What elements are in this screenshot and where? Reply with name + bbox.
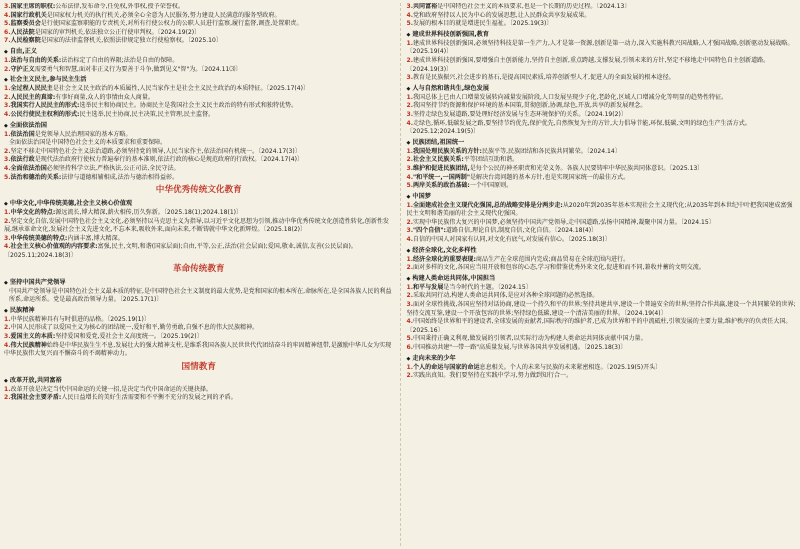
item-number: 1. [406, 39, 414, 47]
item-number: 3. [406, 164, 414, 172]
item-text: 是国家的法律监督机关,依照法律规定独立行使检察权。〔2025.10〕 [40, 37, 222, 45]
item-text: 走绿色,循环,低碳发展之路,要坚持节约优先,保护优先,自然恢复为主的方针,大力倡导节能,环保,低碳,文明的绿色生产生活方式。〔2025.12;2024.19(5)〕 [406, 119, 751, 136]
item-number: 5. [406, 335, 414, 343]
item-text: 实践出真知。我们要坚持在实践中学习,努力做到知行合一。 [413, 372, 573, 380]
item-keyword: 我国处理民族关系的方针: [413, 147, 482, 155]
item-text: 坚定不移走中国特色社会主义法治道路,必须坚持党的领导,人民当家作主,依法治国有机统一。〔2024.17(3)〕 [10, 147, 301, 155]
item-text: 是每个公民的神圣职责和光荣义务。各族人民要铸牢中华民族共同体意识。〔2025.13〕 [469, 164, 704, 172]
item-text: 人民日益增长的美好生活需要和不平衡不充分的发展之间的矛盾。 [61, 394, 237, 402]
item-keyword: 爱国主义的本质: [10, 333, 56, 341]
subsection-heading: ◆ 中国梦 [407, 192, 797, 202]
item-number: 2. [4, 93, 11, 101]
list-item [407, 264, 797, 273]
item-number: 2. [406, 218, 414, 226]
list-item [4, 12, 394, 21]
item-text: 中华民族精神具有与时俱进的品格。〔2025.19(1)〕 [10, 315, 150, 323]
item-text: 源远流长,博大精深,薪火相传,历久弥新。〔2025.18(1);2024.18(1)〕 [55, 209, 243, 217]
item-number: 2. [406, 372, 414, 380]
list-item [4, 243, 394, 260]
item-number: 1. [4, 385, 11, 393]
item-number: 5. [406, 182, 414, 190]
list-item [4, 174, 394, 183]
item-number: 1. [4, 315, 11, 323]
list-item [407, 301, 797, 318]
item-number: 2. [406, 292, 414, 300]
list-item [4, 66, 394, 75]
list-item [4, 37, 394, 46]
item-keyword: 社会主义核心价值观的内容要求: [10, 243, 98, 251]
section-title: 革命传统教育 [172, 263, 225, 274]
list-item [407, 335, 797, 344]
list-item [407, 236, 797, 245]
item-text: 中国秉持正确义利观,做发展的引领者,以实际行动为构建人类命运共同体贡献中国力量。 [413, 335, 647, 343]
item-number: 1. [4, 56, 11, 64]
item-text: 建成世界科技创新强国,必须坚持科技是第一生产力,人才是第一资源,创新是第一动力,深入实施科教兴国战略,人才强国战略,创新驱动发展战略。〔2025.19(4)〕 [406, 39, 794, 56]
item-text: 内涵丰富,博大精深。 [67, 234, 124, 242]
item-keyword: 法治和德治的关系: [10, 173, 62, 181]
list-item [4, 20, 394, 29]
list-item [4, 57, 394, 66]
item-text: 坚持爱国和爱党,爱社会主义高度统一。〔2025.19(2)〕 [55, 333, 203, 341]
subsection-heading: ◆ 坚持中国共产党领导 [4, 278, 394, 288]
item-number: 3. [4, 333, 11, 341]
item-number: 4. [406, 318, 414, 326]
item-text: 是行使国家监察职能的专责机关,对所有行使公权力的公职人员进行监察,履行监督,调查,处置职责。 [40, 20, 303, 28]
item-text: 坚持走绿色发展道路,要处理好经济发展与生态环境保护的关系。〔2024.19(2)〕 [413, 110, 627, 118]
list-item [407, 364, 797, 373]
subsection-heading: ◆ 经济全球化,文化多样性 [407, 246, 797, 256]
item-text: 始终是中华民族生生不息,发展壮大的强大精神支柱,是维系我国各族人民世世代代团结奋斗的牢固精神纽带,是激励中华儿女为实现中华民族伟大复兴而不懈奋斗的不竭精神动力。 [4, 341, 392, 358]
item-number: 1. [406, 147, 414, 155]
list-item [4, 102, 394, 111]
list-item [4, 394, 394, 403]
item-text: 从2020年到2035年基本实现社会主义现代化;从2035年到本世纪中叶把我国建成富强民主文明和谐美丽的社会主义现代化强国。 [406, 201, 793, 218]
item-number: 2. [406, 102, 414, 110]
item-number: 5. [4, 173, 11, 181]
item-number: 2. [4, 65, 11, 73]
list-item [4, 165, 394, 174]
subsection-heading: ◆ 构建人类命运共同体,中国担当 [407, 274, 797, 284]
item-keyword: 中华文化的特点: [10, 209, 56, 217]
item-number: 1. [406, 255, 414, 263]
item-keyword: 国家主席的职权: [10, 3, 56, 10]
item-text: 一个中国原则。 [469, 182, 513, 190]
list-item [407, 111, 797, 120]
item-number: 2. [4, 324, 11, 332]
subsection-heading: ◆ 自由,正义 [4, 47, 394, 57]
item-keyword: 依法治国 [10, 130, 35, 138]
item-text: 中国推动共建"一带一路"高质量发展,与世界各国共享发展机遇。〔2025.18(3)〕 [413, 344, 627, 351]
item-number: 1. [4, 130, 11, 138]
item-text: 道路自信,理论自信,制度自信,文化自信。〔2024.18(4)〕 [445, 227, 598, 235]
item-number: 4. [406, 236, 414, 244]
list-item [407, 227, 797, 236]
list-item [407, 20, 797, 29]
list-item [407, 344, 797, 353]
item-number: 1. [4, 209, 11, 217]
item-text: 是现代法治政府行使权力普遍奉行的基本准则,依法行政的核心是规范政府的行政权。〔2024.17(4)〕 [34, 156, 303, 164]
item-number: 3. [406, 74, 414, 82]
subsection-heading: ◆ 走向未来的少年 [407, 354, 797, 364]
item-number: 3. [406, 110, 414, 118]
list-item [4, 156, 394, 165]
item-text: 需要勇气和智慧,面对非正义行为要善于斗争,做到见义"智"为。〔2024.11⑶〕 [34, 65, 242, 73]
item-number: 1. [406, 363, 414, 371]
item-text: 平等团结互助和谐。 [463, 156, 519, 164]
item-text: 有事好商量,众人的事情由众人商量。 [55, 93, 154, 101]
item-number: 4. [4, 11, 11, 19]
item-number: 5. [4, 20, 11, 28]
item-keyword: 人民民主的真谛: [10, 93, 56, 101]
item-number: 3. [406, 301, 414, 309]
item-text: 是国家权力机关的执行机关,必须全心全意为人民服务,努力建设人民满意的服务型政府。 [46, 11, 281, 19]
item-text: 民主选举,民主协商,民主决策,民主管理,民主监督。 [79, 110, 215, 118]
list-item [4, 333, 394, 342]
item-keyword: 法治与自由的关系: [10, 56, 62, 64]
list-item [4, 131, 394, 140]
list-item [407, 74, 797, 83]
item-text: 是国家的审判机关,依法独立公正行使审判权。〔2024.19(2)〕 [34, 28, 201, 36]
subsection-heading: ◆ 中华文化,中华传统美德,社会主义核心价值观 [4, 199, 394, 209]
item-text: 民族平等,民族团结和各民族共同繁荣。〔2024.14〕 [481, 147, 621, 155]
item-text: 是中国特色社会主义的本质要求,也是一个长期的历史过程。〔2024.13〕 [437, 3, 631, 10]
item-text: 富强,民主,文明,和谐(国家层面);自由,平等,公正,法治(社会层面);爱国,敬业,诚信,友善(公民层面)。〔2025.11;2024.18(3)〕 [4, 243, 357, 260]
item-number: 3. [4, 3, 11, 10]
item-keyword: 监察委员会 [10, 20, 41, 28]
subsection-heading: ◆ 人与自然和谐共生,绿色发展 [407, 84, 797, 94]
subsection-heading: ◆ 社会主义民主,参与民主生活 [4, 75, 394, 85]
section-title: 中华优秀传统文化教育 [155, 185, 242, 196]
subsection-heading: ◆ 全面依法治国 [4, 121, 394, 131]
subsection-heading: ◆ 民族精神 [4, 306, 394, 316]
item-text: 选举民主和协商民主。协商民主是我国社会主义民主政治的特有形式和独特优势。 [79, 102, 298, 110]
item-text: 建成世界科技创新强国,要增强自主创新能力,坚持自主创新,重点跨越,支撑发展,引领未来的方针,坚定不移地走中国特色自主创新道路。〔2024.19(3)〕 [406, 56, 770, 73]
item-text: 我国坚持节约资源和保护环境的基本国策,贯彻创新,协调,绿色,开放,共享的新发展理念。 [413, 102, 647, 110]
list-item [407, 202, 797, 219]
list-item [407, 174, 797, 183]
item-number: 5. [406, 20, 414, 28]
list-item [4, 85, 394, 94]
list-item [4, 324, 394, 333]
item-text: 党和政府坚持以人民为中心的发展思想,让人民群众共享发展成果。 [413, 11, 591, 19]
list-item [407, 120, 797, 137]
item-keyword: "四个自信": [413, 227, 446, 235]
paragraph: 全面依法治国是中国特色社会主义的本质要求和重要保障。 [9, 139, 167, 147]
item-keyword: 全过程人民民主 [10, 85, 53, 93]
item-text: 商品生产在全球范围内完成;商品贸易在全球范围内进行。 [475, 255, 630, 263]
list-item [407, 165, 797, 174]
item-keyword: 伟大民族精神 [10, 341, 47, 349]
list-item [407, 12, 797, 21]
list-item [407, 3, 797, 12]
item-text: 中国始终是世界和平的建设者,全球发展的贡献者,国际秩序的维护者,已成为世界和平的中流砥柱,引领发展的主要力量,维护秩序的负责任大国。〔2025.16〕 [406, 318, 792, 334]
item-number: 7. [4, 37, 11, 45]
list-item [407, 372, 797, 381]
item-number: 6. [4, 28, 11, 36]
item-keyword: 经济全球化的重要表现: [413, 255, 476, 263]
item-keyword: "和平统一,一国两制" [413, 173, 470, 181]
list-item [4, 218, 394, 235]
item-keyword: 和平与发展 [413, 283, 444, 291]
item-number: 4. [4, 110, 11, 118]
item-keyword: 两岸关系的政治基础: [413, 182, 470, 190]
list-item [4, 111, 394, 120]
list-item [407, 182, 797, 191]
item-text: 息息相关。个人的未来与民族的未来紧密相连。〔2025.19(5)开头〕 [479, 363, 662, 371]
item-number: 3. [4, 156, 11, 164]
right-column [400, 3, 797, 546]
item-number: 1. [406, 201, 414, 209]
item-text: 面对全球性挑战,各国应坚持对话协商,建设一个持久和平的世界;坚持共建共享,建设一个普遍安全的世界;坚持合作共赢,建设一个共同繁荣的世界;坚持交流互鉴,建设一个开放包容的世界;坚持绿色低碳,建设一个清洁美丽的世界。〔2024.19(4)〕 [406, 301, 796, 317]
item-keyword: 个人的命运与国家的命运 [413, 363, 480, 371]
section-title: 国情教育 [181, 361, 216, 372]
item-number: 2. [406, 56, 414, 64]
list-item [4, 3, 394, 12]
item-text: 坚定文化自信,发展中国特色社会主义文化,必须坚持以马克思主义为指导,以习近平文化思想为引领,推动中华优秀传统文化创造性转化,创新性发展,继承革命文化,发展社会主义先进文化,不忘本来,吸收外来,面向未来,不断铸就中华文化新辉煌。〔2025.18(2)〕 [4, 217, 389, 234]
item-keyword: 公民行使民主权利的形式: [10, 110, 80, 118]
list-item [407, 102, 797, 111]
item-text: 我国总体上已由人口增量发展转向减量发展阶段,人口发展呈现少子化,老龄化,区域人口增减分化等明显的趋势性特征。 [413, 93, 728, 101]
item-keyword: 我国社会主要矛盾: [10, 394, 62, 402]
item-number: 4. [406, 173, 414, 181]
item-keyword: 国家行政机关 [10, 11, 47, 19]
item-keyword: 人民检察院 [10, 37, 41, 45]
item-number: 4. [406, 11, 414, 19]
item-keyword: 人民法院 [10, 28, 35, 36]
item-text: 是党领导人民治理国家的基本方略。 [34, 130, 132, 138]
item-keyword: 共同富裕 [413, 3, 438, 10]
item-text: 法律与道德相辅相成,法治与德治相得益彰。 [61, 173, 179, 181]
item-text: 教育是民族振兴,社会进步的基石,是提高国民素质,培养创新型人才,促进人的全面发展的根本途径。 [413, 74, 675, 82]
item-text: 是社会主义民主政治的本质属性,人民当家作主是社会主义民主政治的本质特征。〔2025.17(4)〕 [52, 85, 310, 93]
item-text: 是当今时代的主题。〔2024.15〕 [443, 283, 532, 291]
item-number: 1. [406, 283, 414, 291]
item-text: 是解决台湾问题的基本方针,也是实现国家统一的最佳方式。 [470, 173, 630, 181]
item-text: 法治标定了自由的界限;法治是自由的保障。 [61, 56, 179, 64]
item-number: 3. [4, 102, 11, 110]
paragraph: 中国共产党领导是中国特色社会主义最本质的特征,是中国特色社会主义制度的最大优势,是党和国家的根本所在,命脉所在,是全国各族人民的利益所系,命运所系。党是最高政治领导力量。〔2025.17(1)〕 [9, 287, 392, 304]
item-keyword: 中华传统美德的特点: [10, 234, 68, 242]
item-number: 4. [406, 119, 414, 127]
item-keyword: 全面建成社会主义现代化强国,总的战略安排是分两步走: [413, 201, 563, 209]
item-keyword: 社会主义民族关系: [413, 156, 464, 164]
list-item [407, 57, 797, 74]
item-text: 采取共同行动,构建人类命运共同体,是应对各种全球问题的必然选择。 [413, 292, 599, 300]
item-text: 公布法律,发布命令,任免权,外事权,授予荣誉权。 [55, 3, 184, 10]
item-number: 4. [4, 243, 11, 251]
item-number: 2. [4, 147, 11, 155]
item-number: 2. [406, 156, 414, 164]
item-number: 3. [4, 234, 11, 242]
item-number: 3. [406, 3, 414, 10]
item-text: 实现中华民族伟大复兴的中国梦,必须坚持中国共产党领导,走中国道路,弘扬中国精神,凝聚中国力量。〔2024.15〕 [413, 218, 715, 226]
list-item [407, 156, 797, 165]
item-number: 6. [406, 344, 414, 351]
item-text: 中国人民形成了以爱国主义为核心的团结统一,爱好和平,勤劳勇敢,自强不息的伟大民族精神。 [10, 324, 259, 332]
list-item [407, 292, 797, 301]
item-keyword: 守护正义 [10, 65, 35, 73]
item-keyword: 维护和促进民族团结, [413, 164, 470, 172]
list-item [4, 342, 394, 359]
item-number: 2. [406, 264, 414, 272]
item-text: 面对多样的文化,各国应当用开放和包容的心态,学习和借鉴优秀外来文化,促进和而不同,兼收并蓄的文明交流。 [413, 264, 705, 272]
item-number: 1. [406, 93, 414, 101]
item-number: 1. [4, 85, 11, 93]
item-keyword: 我国实行人民民主的形式: [10, 102, 80, 110]
item-text: 改革开放是决定当代中国命运的关键一招,是决定当代中国命运的关键抉择。 [10, 385, 212, 393]
item-keyword: 依法行政 [10, 156, 35, 164]
subsection-heading: ◆ 改革开放,共同富裕 [4, 376, 394, 386]
list-item [407, 40, 797, 57]
list-item [407, 256, 797, 265]
list-item [407, 318, 797, 335]
item-number: 4. [4, 341, 11, 349]
subsection-heading: ◆ 民族团结,祖国统一 [407, 138, 797, 148]
item-text: 必须坚持科学立法,严格执法,公正司法,全民守法。 [46, 164, 180, 172]
item-keyword: 全面依法治国 [10, 164, 47, 172]
item-number: 2. [4, 217, 11, 225]
item-number: 4. [4, 164, 11, 172]
left-column [4, 3, 394, 546]
item-text: 发展的根本目的就是增进民生福祉。〔2025.19(3)〕 [413, 20, 553, 28]
item-text: 自信的中国人对国家有认同,对文化有底气,对发展有信心。〔2025.18(3)〕 [413, 236, 611, 244]
item-number: 2. [4, 394, 11, 402]
subsection-heading: ◆ 建成世界科技创新强国,教育 [407, 30, 797, 40]
item-number: 3. [406, 227, 414, 235]
list-item [4, 209, 394, 218]
